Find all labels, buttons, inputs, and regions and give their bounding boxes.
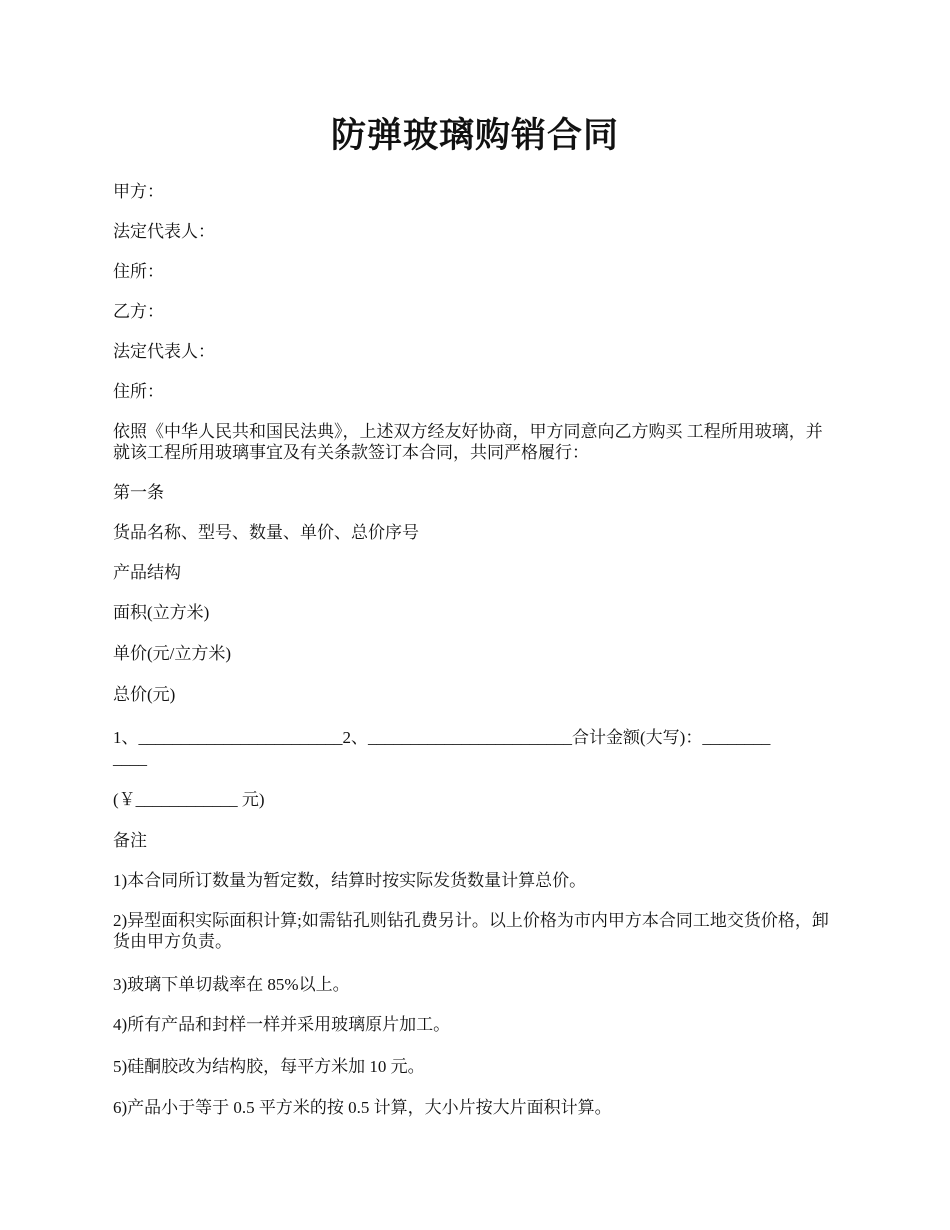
items-blank-line-continued: ____	[113, 749, 147, 768]
remark-item: 6)产品小于等于 0.5 平方米的按 0.5 计算，大小片按大片面积计算。	[113, 1098, 612, 1117]
party-b-label: 乙方：	[113, 302, 164, 321]
items-blank-line: 1、________________________2、________________________合计金额(大写)：________	[113, 728, 771, 747]
remark-item: 5)硅酮胶改为结构胶，每平方米加 10 元。	[113, 1057, 425, 1076]
party-b-address-label: 住所：	[113, 382, 164, 401]
article-1-heading: 第一条	[113, 483, 164, 502]
product-structure-label: 产品结构	[113, 563, 181, 582]
remark-item: 1)本合同所订数量为暂定数，结算时按实际发货数量计算总价。	[113, 871, 587, 890]
party-b-representative-label: 法定代表人：	[113, 342, 215, 361]
remark-item: 4)所有产品和封样一样并采用玻璃原片加工。	[113, 1015, 451, 1034]
area-label: 面积(立方米)	[113, 603, 210, 622]
party-a-label: 甲方：	[113, 182, 164, 201]
remarks-heading: 备注	[113, 831, 147, 850]
goods-header: 货品名称、型号、数量、单价、总价序号	[113, 523, 419, 542]
remark-item: 2)异型面积实际面积计算;如需钻孔则钻孔费另计。以上价格为市内甲方本合同工地交货价格，卸货由甲方负责。	[113, 911, 829, 951]
party-a-address-label: 住所：	[113, 262, 164, 281]
total-price-label: 总价(元)	[113, 685, 176, 704]
document-title: 防弹玻璃购销合同	[330, 116, 619, 155]
unit-price-label: 单价(元/立方米)	[113, 644, 232, 663]
remark-item: 3)玻璃下单切裁率在 85%以上。	[113, 975, 350, 994]
preamble-paragraph: 依照《中华人民共和国民法典》，上述双方经友好协商，甲方同意向乙方购买 工程所用玻璃，并就该工程所用玻璃事宜及有关条款签订本合同，共同严格履行：	[113, 422, 823, 462]
amount-in-figures: (￥____________ 元)	[113, 790, 265, 809]
party-a-representative-label: 法定代表人：	[113, 222, 215, 241]
